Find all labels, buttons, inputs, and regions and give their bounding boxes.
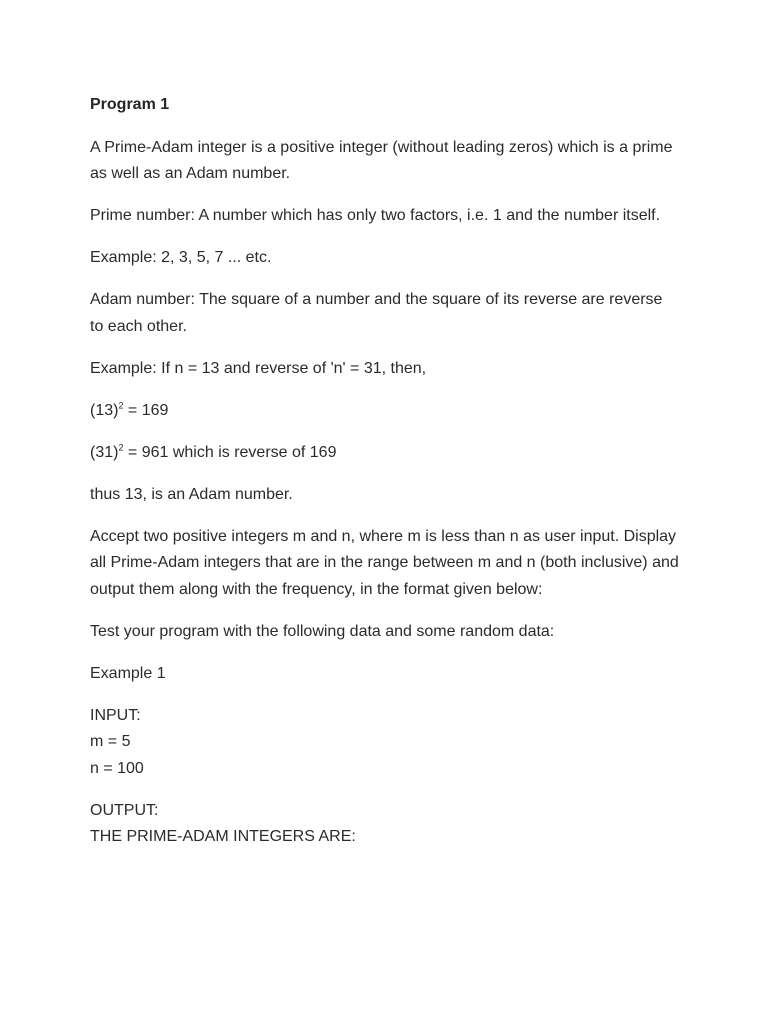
equation-31-exponent: 2 xyxy=(118,442,124,453)
equation-31-base: (31) xyxy=(90,443,119,461)
adam-conclusion: thus 13, is an Adam number. xyxy=(90,485,293,503)
program-title: Program 1 xyxy=(90,96,170,113)
intro-paragraph: A Prime-Adam integer is a positive integer (without leading zeros) which is a prime as well as an Adam number. xyxy=(90,138,673,182)
output-line: THE PRIME-ADAM INTEGERS ARE: xyxy=(90,828,356,845)
equation-13-squared xyxy=(90,398,680,425)
output-label: OUTPUT: xyxy=(90,801,159,819)
equation-13-result: = 169 xyxy=(123,401,169,419)
prime-example: Example: 2, 3, 5, 7 ... etc. xyxy=(90,249,272,266)
equation-31-result: = 961 which is reverse of 169 xyxy=(123,443,337,461)
document-page xyxy=(90,92,680,866)
input-label: INPUT: xyxy=(90,706,141,724)
adam-example: Example: If n = 13 and reverse of 'n' = 31, then, xyxy=(90,359,427,377)
equation-31-squared xyxy=(90,440,680,467)
equation-13-exponent: 2 xyxy=(118,400,124,411)
equation-13-base: (13) xyxy=(90,401,119,419)
adam-definition: Adam number: The square of a number and the square of its reverse are reverse to each other. xyxy=(90,291,663,335)
prime-definition: Prime number: A number which has only two factors, i.e. 1 and the number itself. xyxy=(90,207,661,224)
input-n: n = 100 xyxy=(90,759,144,777)
output-block xyxy=(90,798,680,851)
task-description: Accept two positive integers m and n, where m is less than n as user input. Display all Prime-Adam integers that are in the range between m and n (both inclusive) and output them along with the frequency, in the format given below: xyxy=(90,527,679,598)
example-heading: Example 1 xyxy=(90,664,166,682)
test-note: Test your program with the following data and some random data: xyxy=(90,622,555,640)
input-m: m = 5 xyxy=(90,733,131,750)
input-block xyxy=(90,703,680,783)
